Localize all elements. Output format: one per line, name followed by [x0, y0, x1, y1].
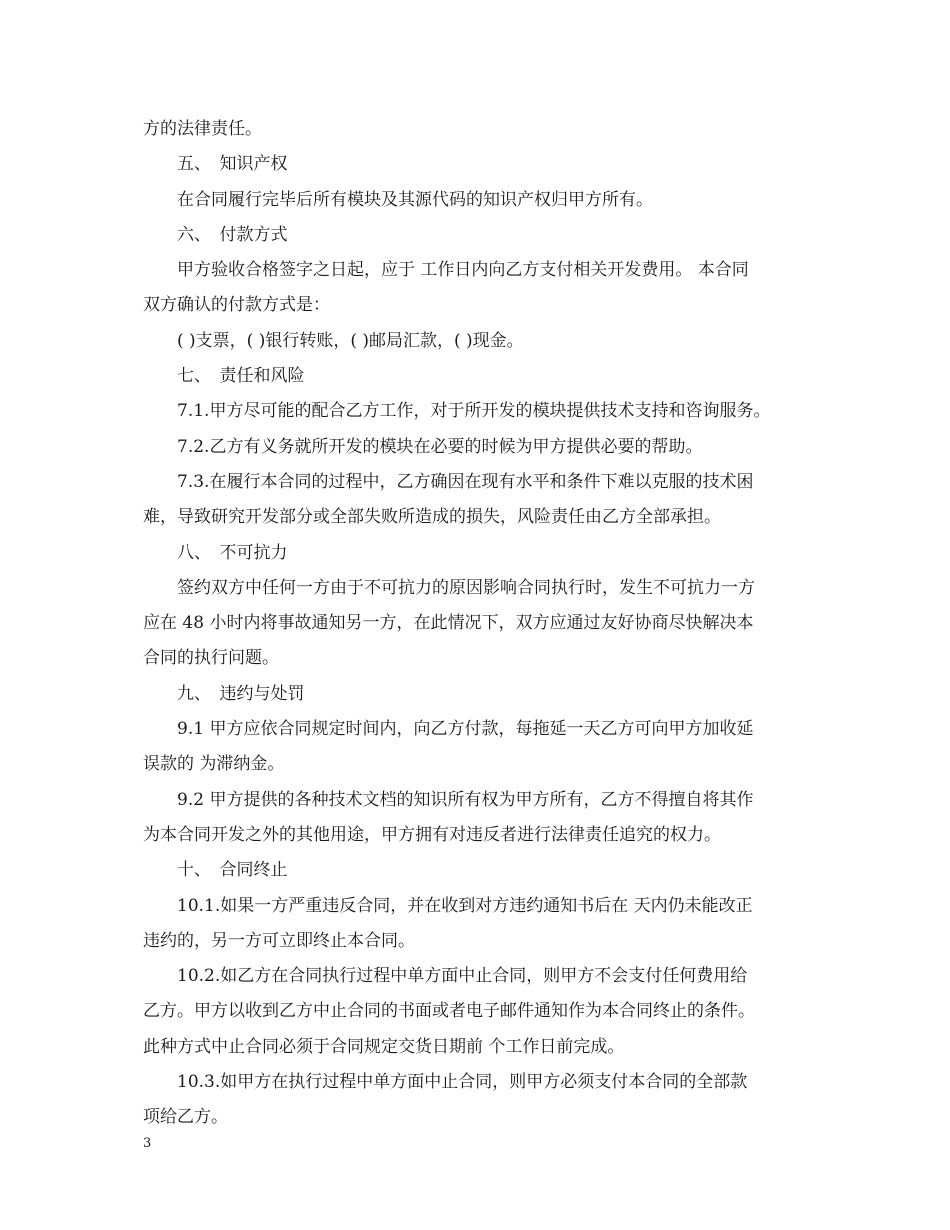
text-line: 此种方式中止合同必须于合同规定交货日期前 个工作日前完成。 — [143, 1036, 625, 1057]
text-line: 签约双方中任何一方由于不可抗力的原因影响合同执行时，发生不可抗力一方 — [177, 577, 755, 598]
page-number: 3 — [143, 1136, 152, 1151]
text-line: 五、 知识产权 — [177, 154, 288, 175]
text-line: 在合同履行完毕后所有模块及其源代码的知识产权归甲方所有。 — [177, 189, 653, 210]
text-line: 双方确认的付款方式是： — [143, 295, 330, 316]
text-line: 违约的，另一方可立即终止本合同。 — [143, 930, 415, 951]
text-line: 七、 责任和风险 — [177, 366, 305, 387]
text-line: 九、 违约与处罚 — [177, 683, 305, 704]
text-line: 十、 合同终止 — [177, 860, 288, 881]
text-line: 10.2.如乙方在合同执行过程中单方面中止合同，则甲方不会支付任何费用给 — [177, 966, 748, 987]
text-line: 为本合同开发之外的其他用途，甲方拥有对违反者进行法律责任追究的权力。 — [143, 824, 721, 845]
text-line: 乙方。甲方以收到乙方中止合同的书面或者电子邮件通知作为本合同终止的条件。 — [143, 1001, 755, 1022]
text-line: 9.1 甲方应依合同规定时间内，向乙方付款，每拖延一天乙方可向甲方加收延 — [177, 719, 754, 740]
text-line: 八、 不可抗力 — [177, 542, 288, 563]
text-line: 项给乙方。 — [143, 1107, 228, 1128]
text-line: 方的法律责任。 — [143, 119, 262, 139]
text-line: 7.3.在履行本合同的过程中，乙方确因在现有水平和条件下难以克服的技术困 — [177, 471, 754, 492]
text-line: 10.1.如果一方严重违反合同，并在收到对方违约通知书后在 天内仍未能改正 — [177, 895, 753, 916]
document-body — [143, 112, 823, 1136]
text-line: 误款的 为滞纳金。 — [143, 754, 285, 775]
text-line: 应在 48 小时内将事故通知另一方，在此情况下，双方应通过友好协商尽快解决本 — [143, 613, 754, 634]
text-line: 10.3.如甲方在执行过程中单方面中止合同，则甲方必须支付本合同的全部款 — [177, 1072, 748, 1093]
text-line: 六、 付款方式 — [177, 224, 288, 245]
text-line: 7.1.甲方尽可能的配合乙方工作，对于所开发的模块提供技术支持和咨询服务。 — [177, 401, 771, 422]
text-line: 7.2.乙方有义务就所开发的模块在必要的时候为甲方提供必要的帮助。 — [177, 436, 703, 457]
text-line: 合同的执行问题。 — [143, 648, 279, 669]
text-line: ( )支票，( )银行转账，( )邮局汇款，( )现金。 — [177, 330, 524, 351]
text-line: 难，导致研究开发部分或全部失败所造成的损失，风险责任由乙方全部承担。 — [143, 507, 721, 528]
text-line: 甲方验收合格签字之日起，应于 工作日内向乙方支付相关开发费用。 本合同 — [177, 260, 749, 281]
text-line: 9.2 甲方提供的各种技术文档的知识所有权为甲方所有，乙方不得擅自将其作 — [177, 789, 754, 810]
